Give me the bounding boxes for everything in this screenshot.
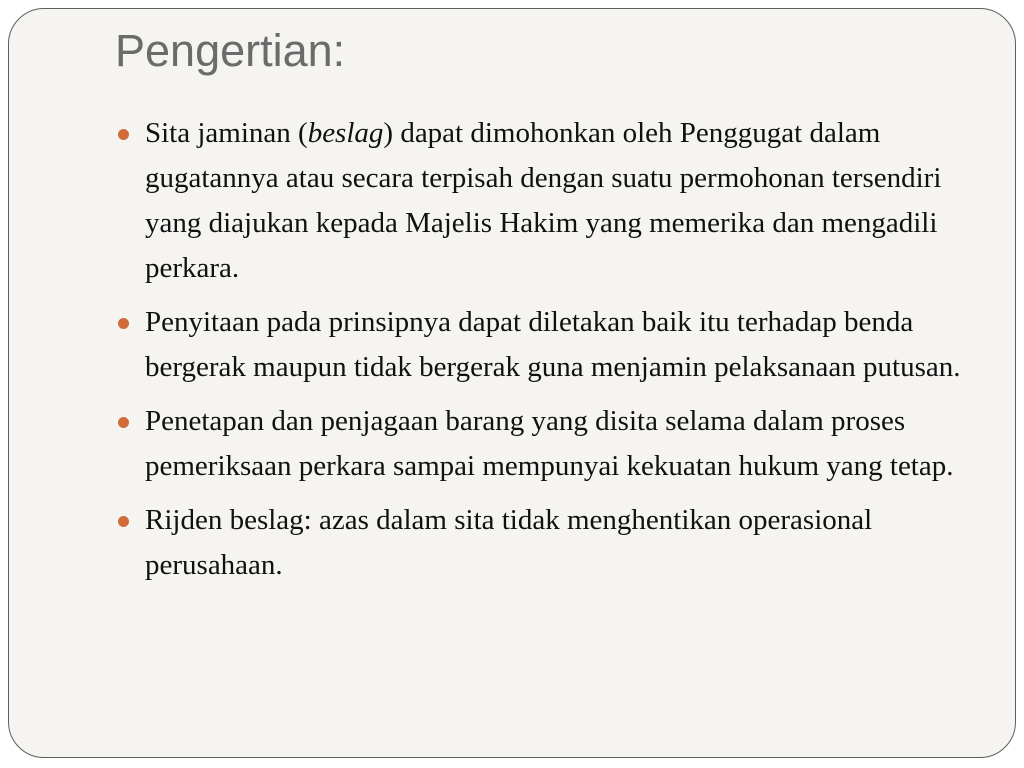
bullet-text: Rijden beslag: azas dalam sita tidak menghentikan operasional perusahaan. xyxy=(145,504,873,581)
bullet-dot-icon xyxy=(118,129,129,140)
bullet-dot-icon xyxy=(118,318,129,329)
bullet-text: Penetapan dan penjagaan barang yang disita selama dalam proses pemeriksaan perkara sampai mempunyai kekuatan hukum yang tetap. xyxy=(145,405,954,482)
bullet-list xyxy=(115,111,975,597)
slide-title: Pengertian: xyxy=(115,25,346,76)
bullet-text-emphasis: beslag xyxy=(307,117,384,149)
bullet-text: Penyitaan pada prinsipnya dapat diletakan baik itu terhadap benda bergerak maupun tidak bergerak guna menjamin pelaksanaan putusan. xyxy=(145,306,961,383)
bullet-dot-icon xyxy=(118,516,129,527)
bullet-item xyxy=(115,399,975,489)
bullet-text-post: ) dapat dimohonkan oleh Penggugat dalam gugatannya atau secara terpisah dengan suatu permohonan tersendiri yang diajukan kepada Majelis Hakim yang memerika dan mengadili perkara. xyxy=(145,117,942,284)
bullet-text-pre: Sita jaminan ( xyxy=(145,117,308,149)
bullet-dot-icon xyxy=(118,417,129,428)
bullet-item xyxy=(115,300,975,390)
bullet-item xyxy=(115,111,975,291)
slide xyxy=(8,8,1016,758)
bullet-item xyxy=(115,498,975,588)
